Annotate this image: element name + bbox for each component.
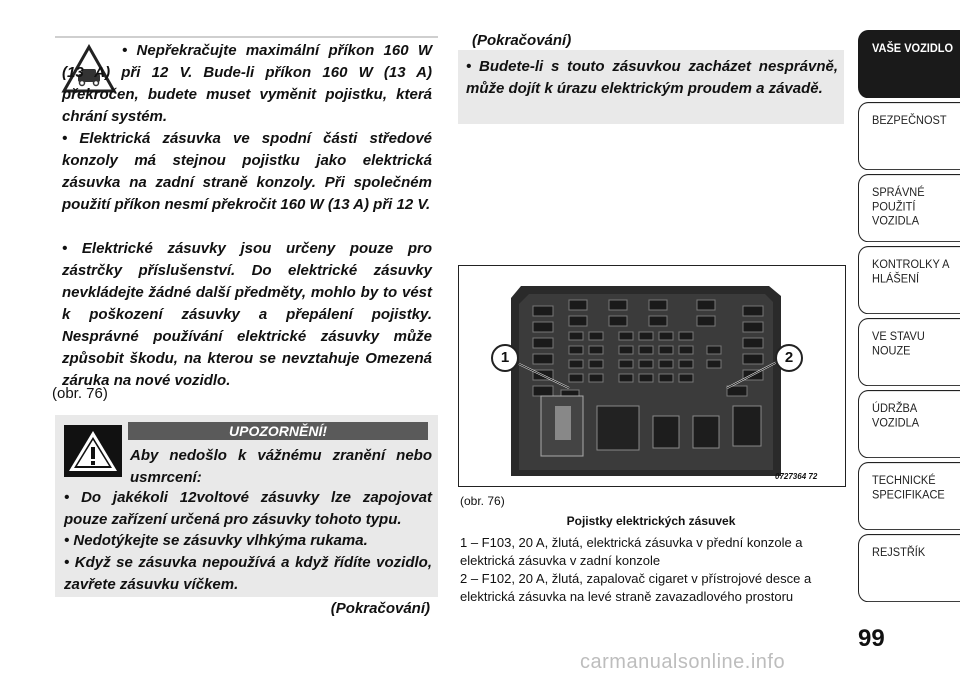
warning-continued: (Pokračování)	[330, 600, 430, 617]
warning-triangle-icon	[64, 425, 122, 477]
callout-2-label: 2	[784, 349, 794, 366]
chapter-tabs	[858, 0, 960, 678]
warning-bullet-3: • Když se zásuvka nepoužívá a když řídíte vozidlo, zavřete zásuvku víčkem.	[64, 554, 432, 593]
warning-bullet-2: • Nedotýkejte se zásuvky vlhkýma rukama.	[64, 532, 368, 549]
caution-bullet-1: • Nepřekračujte maximální příkon 160 W (13 A) při 12 V. Bude-li příkon 160 W (13 A) překročen, budete muset vyměnit pojistku, která chrání systém.	[62, 42, 432, 125]
tab-kontrolky[interactable]: KONTROLKY A HLÁŠENÍ	[858, 246, 960, 314]
warning-bullet-1: • Do jakékoli 12voltové zásuvky lze zapojovat pouze zařízení určená pro zásuvky tohoto typu.	[64, 489, 432, 528]
figure-item-2: 2 – F102, 20 A, žlutá, zapalovač cigaret v přístrojové desce a elektrická zásuvka na levé straně zavazadlového prostoru	[460, 571, 812, 604]
continued-bullet: • Budete-li s touto zásuvkou zacházet nesprávně, může dojít k úrazu elektrickým proudem a závadě.	[466, 58, 838, 97]
fuse-box-illustration	[459, 266, 845, 486]
figure-ref-label: (obr. 76)	[460, 494, 505, 508]
watermark: carmanualsonline.info	[580, 651, 786, 673]
warning-header: UPOZORNĚNÍ!	[128, 422, 428, 440]
figure-reference: (obr. 76)	[52, 385, 108, 402]
tab-rejstrik[interactable]: REJSTŘÍK	[858, 534, 960, 602]
tab-technicke-specifikace[interactable]: TECHNICKÉ SPECIFIKACE	[858, 462, 960, 530]
page-number: 99	[858, 625, 885, 652]
continued-heading: (Pokračování)	[472, 32, 572, 49]
callout-1-label: 1	[500, 349, 510, 366]
tab-ve-stavu-nouze[interactable]: VE STAVU NOUZE	[858, 318, 960, 386]
fuse-box-figure	[458, 265, 846, 487]
tab-bezpecnost[interactable]: BEZPEČNOST	[858, 102, 960, 170]
warning-intro: Aby nedošlo k vážnému zranění nebo usmrcení:	[130, 447, 432, 486]
figure-code: 0727364 72	[775, 472, 818, 481]
caution-bullet-3: • Elektrické zásuvky jsou určeny pouze pro zástrčky příslušenství. Do elektrické zásuvky nevkládejte žádné další předměty, mohlo by to vést k poškození zásuvky a přepálení pojistky. Nesprávné používání elektrické zásuvky může způsobit škodu, na kterou se nevztahuje Omezená záruka na nové vozidlo.	[62, 240, 432, 389]
tab-spravne-pouziti[interactable]: SPRÁVNÉ POUŽITÍ VOZIDLA	[858, 174, 960, 242]
figure-item-1: 1 – F103, 20 A, žlutá, elektrická zásuvka v přední konzole a elektrická zásuvka v zadní konzole	[460, 535, 803, 568]
tab-udrzba[interactable]: ÚDRŽBA VOZIDLA	[858, 390, 960, 458]
tab-vase-vozidlo[interactable]: VAŠE VOZIDLO	[858, 30, 960, 98]
caution-bullet-2: • Elektrická zásuvka ve spodní části středové konzoly má stejnou pojistku jako elektrická zásuvka na zadní straně konzoly. Při společném použití příkon nesmí překročit 160 W (13 A) při 12 V.	[62, 130, 432, 213]
figure-caption: Pojistky elektrických zásuvek	[566, 514, 736, 528]
